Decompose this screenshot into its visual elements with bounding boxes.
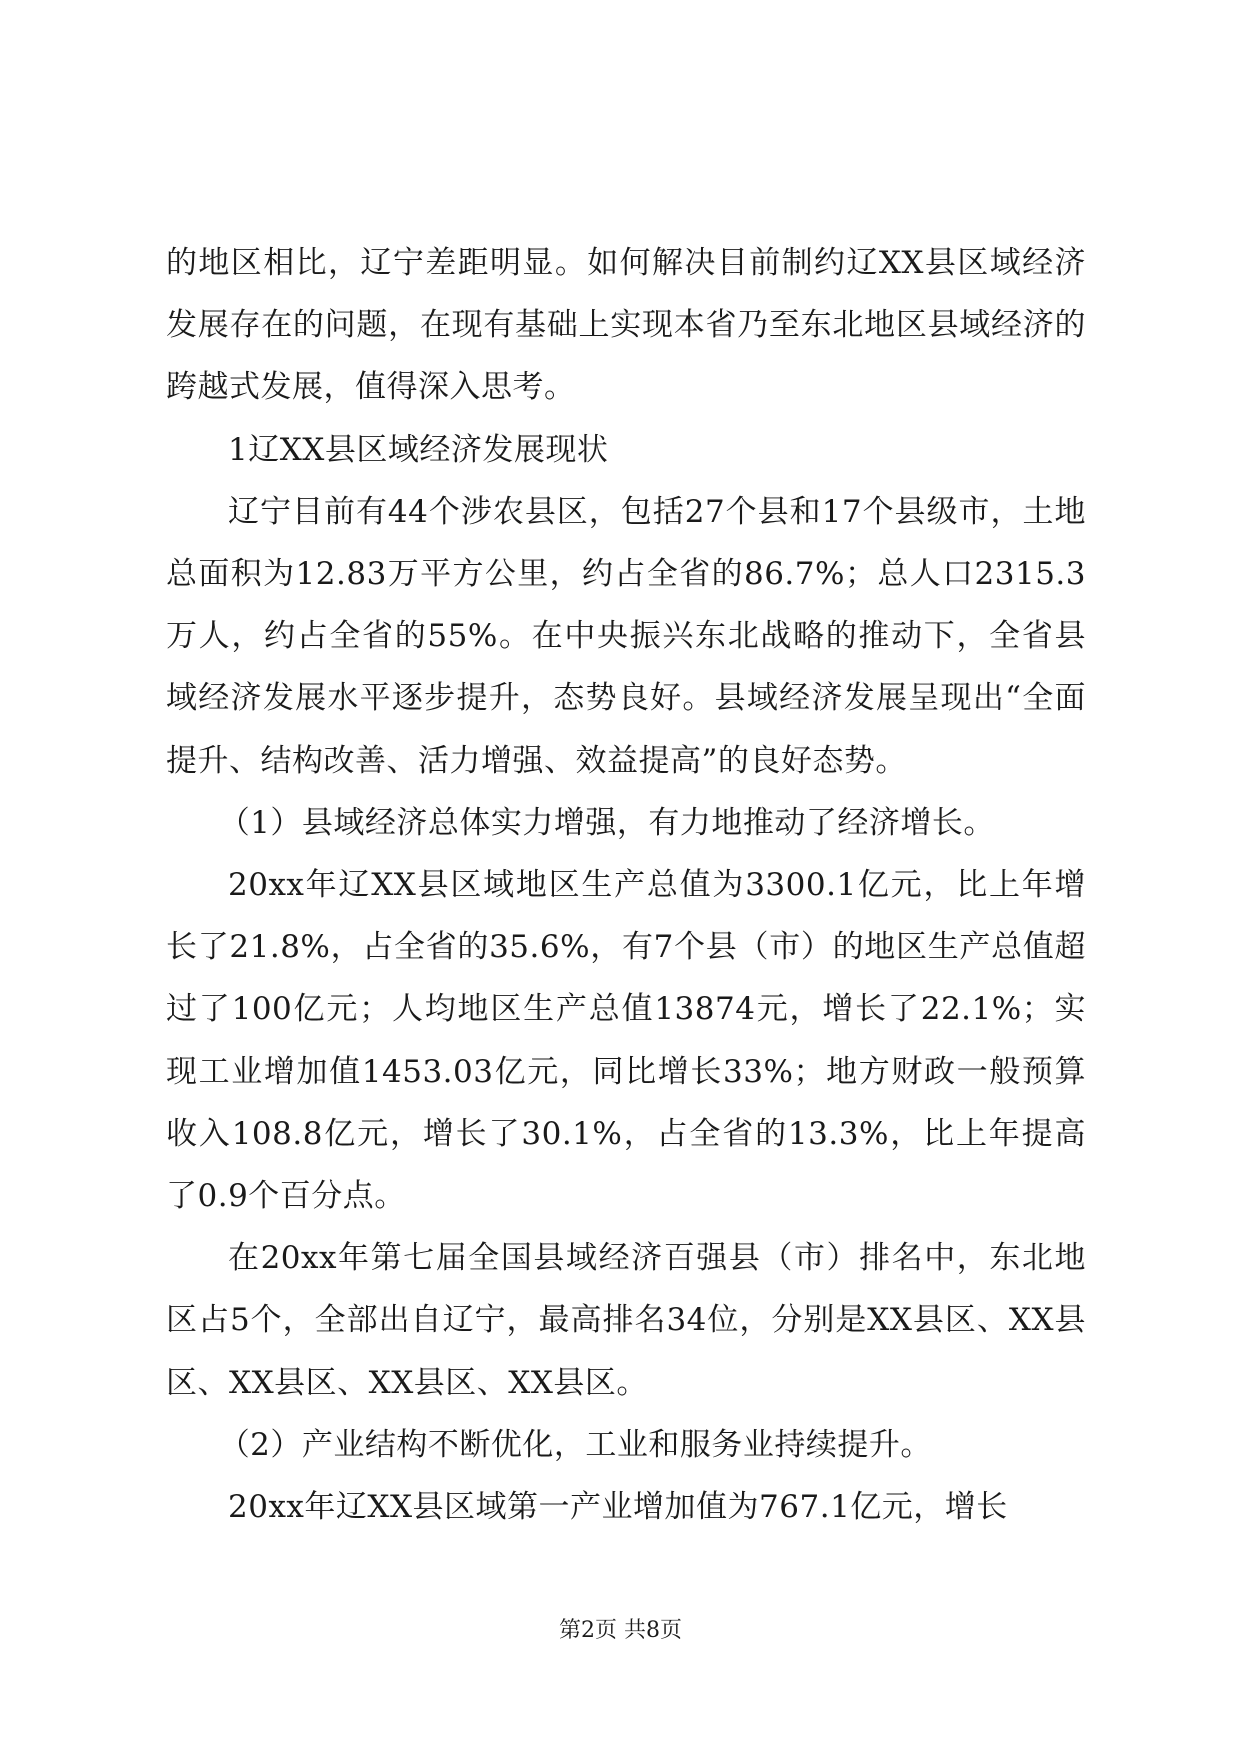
page-footer: 第2页 共8页: [559, 1618, 682, 1643]
paragraph-intro-continued: 的地区相比，辽宁差距明显。如何解决目前制约辽XX县区域经济发展存在的问题，在现有基础上实现本省乃至东北地区县域经济的跨越式发展，值得深入思考。: [166, 245, 1086, 406]
document-body: [166, 232, 1086, 1538]
subheading-2: （2）产业结构不断优化，工业和服务业持续提升。: [218, 1426, 932, 1463]
subheading-1: （1）县域经济总体实力增强，有力地推动了经济增长。: [218, 804, 995, 841]
paragraph-industry: 20xx年辽XX县区域第一产业增加值为767.1亿元，增长: [228, 1489, 1008, 1526]
paragraph-gdp: 20xx年辽XX县区域地区生产总值为3300.1亿元，比上年增长了21.8%，占全省的35.6%，有7个县（市）的地区生产总值超过了100亿元；人均地区生产总值13874元，增长了22.1%；实现工业增加值1453.03亿元，同比增长33%；地方财政一般预算收入108.8亿元，增长了30.1%，占全省的13.3%，比上年提高了0.9个百分点。: [166, 867, 1086, 1215]
paragraph-overview: 辽宁目前有44个涉农县区，包括27个县和17个县级市，土地总面积为12.83万平方公里，约占全省的86.7%；总人口2315.3万人，约占全省的55%。在中央振兴东北战略的推动下，全省县域经济发展水平逐步提升，态势良好。县域经济发展呈现出“全面提升、结构改善、活力增强、效益提高”的良好态势。: [166, 493, 1086, 779]
paragraph-ranking: 在20xx年第七届全国县域经济百强县（市）排名中，东北地区占5个，全部出自辽宁，最高排名34位，分别是XX县区、XX县区、XX县区、XX县区、XX县区。: [166, 1240, 1086, 1401]
section-heading: 1辽XX县区域经济发展现状: [228, 431, 609, 468]
